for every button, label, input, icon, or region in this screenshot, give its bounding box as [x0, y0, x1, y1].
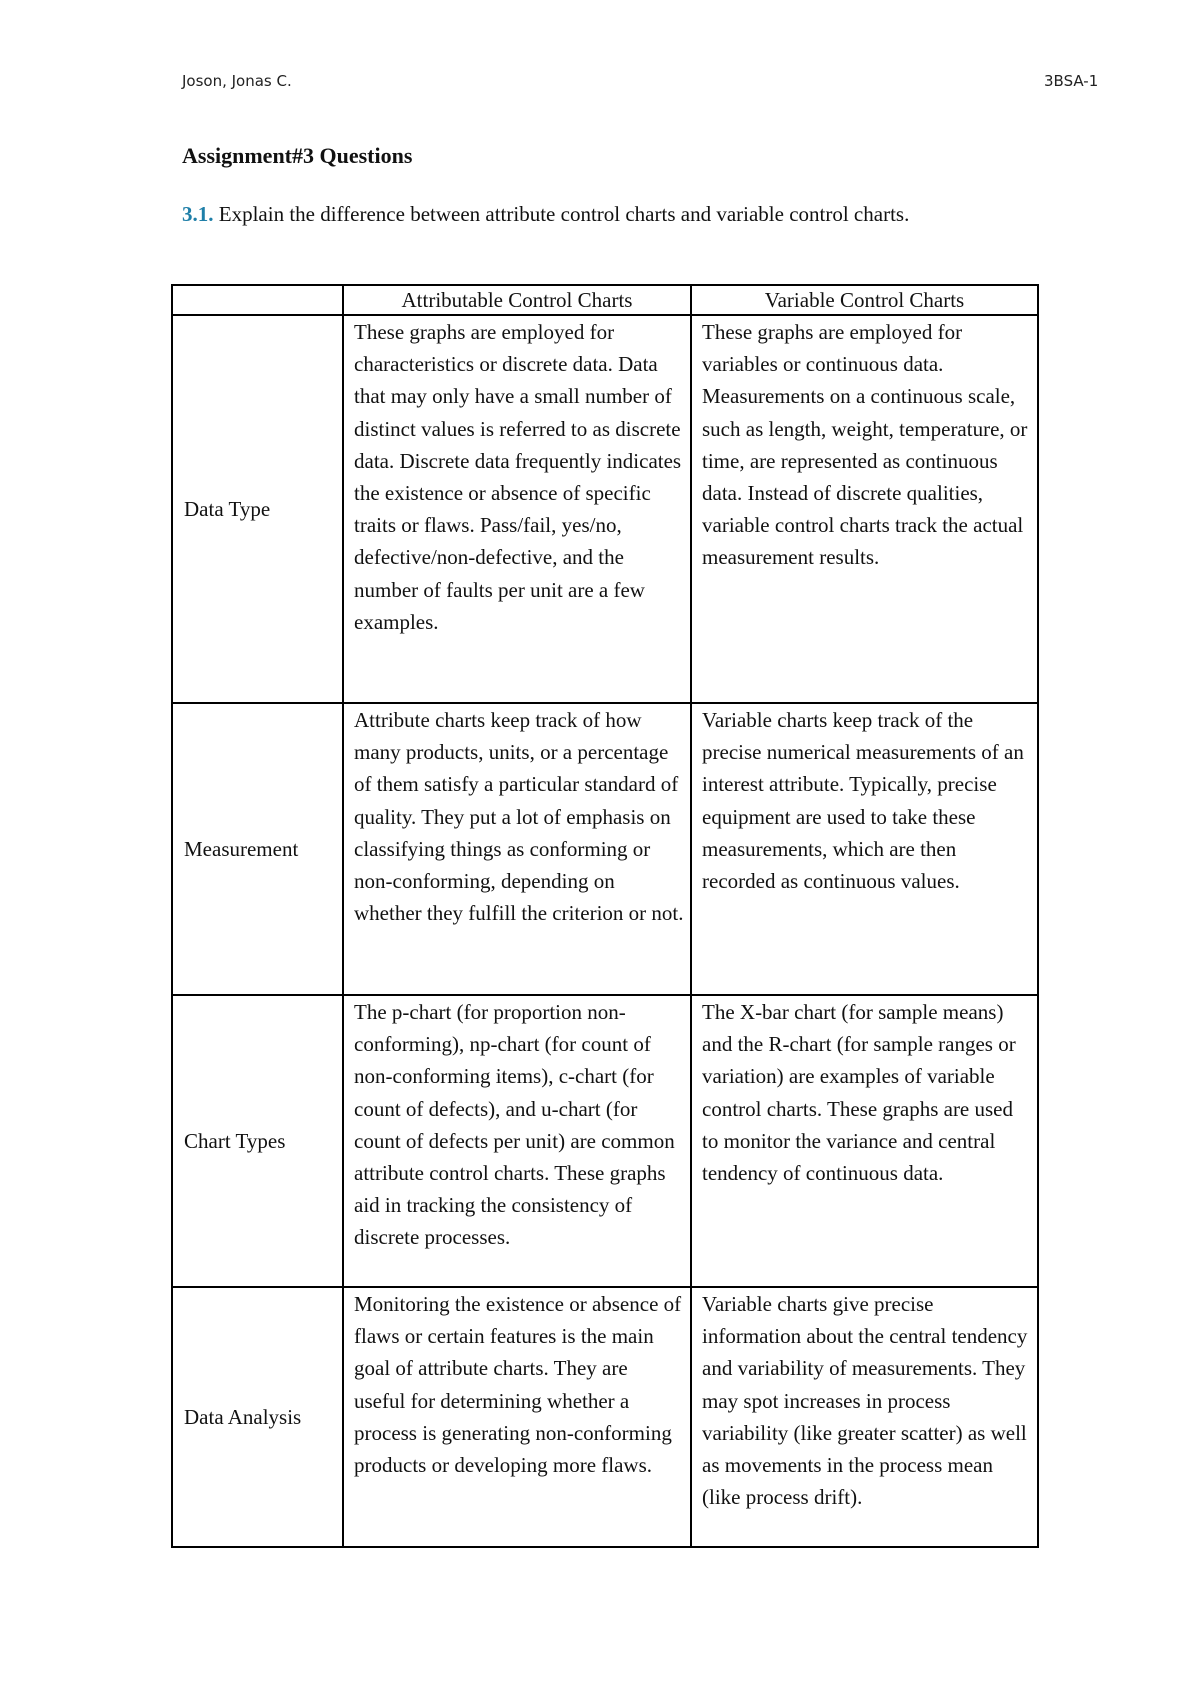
cell-variable-chart-types: The X-bar chart (for sample means) and the R-chart (for sample ranges or variation) are examples of variable control charts. These graphs are used to monitor the variance and central tendency of continuous data. [691, 995, 1038, 1287]
header-author-name: Joson, Jonas C. [182, 72, 292, 90]
column-header-variable: Variable Control Charts [691, 285, 1038, 315]
row-label-measurement: Measurement [172, 703, 343, 995]
cell-attribute-measurement: Attribute charts keep track of how many products, units, or a percentage of them satisfy a particular standard of quality. They put a lot of emphasis on classifying things as conforming or non-conforming, depending on whether they fulfill the criterion or not. [343, 703, 691, 995]
row-label-data-type: Data Type [172, 315, 343, 703]
table-row [172, 1287, 1038, 1547]
row-label-data-analysis: Data Analysis [172, 1287, 343, 1547]
page-title: Assignment#3 Questions [182, 143, 413, 168]
cell-variable-data-type: These graphs are employed for variables or continuous data. Measurements on a continuous scale, such as length, weight, temperature, or time, are represented as continuous data. Instead of discrete qualities, variable control charts track the actual measurement results. [691, 315, 1038, 703]
table-row [172, 703, 1038, 995]
question-number: 3.1. [182, 202, 214, 226]
column-header-attribute: Attributable Control Charts [343, 285, 691, 315]
question-text [182, 201, 982, 228]
question-body: Explain the difference between attribute control charts and variable control charts. [213, 202, 910, 226]
table-row [172, 315, 1038, 703]
cell-variable-data-analysis: Variable charts give precise information about the central tendency and variability of measurements. They may spot increases in process variability (like greater scatter) as well as movements in the process mean (like process drift). [691, 1287, 1038, 1547]
table-header-corner [172, 285, 343, 315]
header-section: 3BSA-1 [1044, 72, 1099, 90]
cell-variable-measurement: Variable charts keep track of the precise numerical measurements of an interest attribute. Typically, precise equipment are used to take these measurements, which are then recorded as continuous values. [691, 703, 1038, 995]
row-label-chart-types: Chart Types [172, 995, 343, 1287]
table-row [172, 995, 1038, 1287]
cell-attribute-data-analysis: Monitoring the existence or absence of flaws or certain features is the main goal of attribute charts. They are useful for determining whether a process is generating non-conforming products or developing more flaws. [343, 1287, 691, 1547]
cell-attribute-data-type: These graphs are employed for characteristics or discrete data. Data that may only have a small number of distinct values is referred to as discrete data. Discrete data frequently indicates the existence or absence of specific traits or flaws. Pass/fail, yes/no, defective/non-defective, and the number of faults per unit are a few examples. [343, 315, 691, 703]
table-header-row [172, 285, 1038, 315]
cell-attribute-chart-types: The p-chart (for proportion non-conforming), np-chart (for count of non-conforming items), c-chart (for count of defects), and u-chart (for count of defects per unit) are common attribute control charts. These graphs aid in tracking the consistency of discrete processes. [343, 995, 691, 1287]
comparison-table [171, 284, 1039, 1548]
